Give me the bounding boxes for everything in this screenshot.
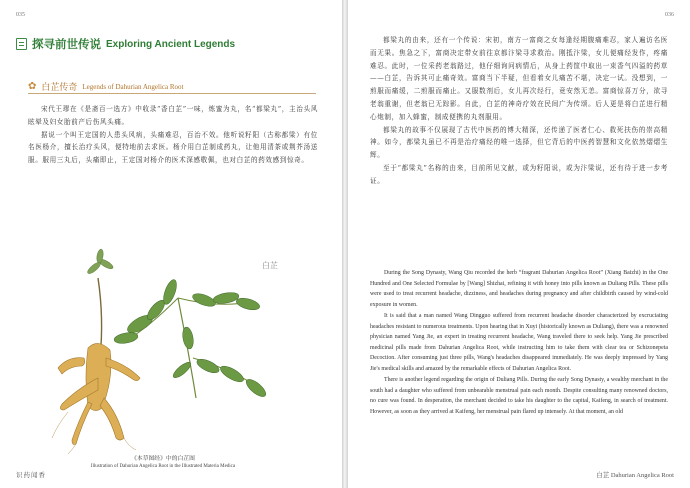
- section-heading: [28, 80, 184, 93]
- angelica-root-illustration: [28, 238, 298, 456]
- figure-caption-cn: 《本草图经》中的白芷图: [131, 456, 195, 462]
- left-page: [0, 0, 342, 488]
- figure-caption-en: Illustration of Dahurian Angelica Root in the Illustrated Materia Medica: [90, 464, 236, 469]
- section-divider: [28, 93, 316, 94]
- right-paragraph-cn: 都梁丸的由来，还有一个传说：宋初，南方一富商之女每逢经期腹痛难忍，家人遍访名医而无果。焦急之下，富商决定带女前往京都汴梁寻求救治。刚抵汴梁，女儿便痛经发作，疼痛难忍。此时，一位采药老翁路过，他仔细询问病情后，从身上药筐中取出一束香气四溢的药草——白芷，告诉其可止痛奇效。富商当下半疑，但看着女儿痛苦不堪，决定一试。没想到，一煎服而痛缓，二煎服而痛止。又服数剂后，女儿再次经行，竟安然无恙。富商惊喜万分，欲寻老翁重谢，但老翁已无踪影。自此，白芷的神奇疗效在民间广为传颂。后人更是将白芷进行精心炮制，加入蜂蜜，制成便携的丸剂服用。: [370, 36, 668, 121]
- right-paragraph-cn: 都梁丸的故事不仅展现了古代中医药的博大精深，还传递了医者仁心、救死扶伤的崇高精神。如今，都梁丸虽已不再是治疗痛经的唯一选择，但它背后的中医药智慧和文化依然熠熠生辉。: [370, 125, 668, 160]
- page-number-right: 036: [665, 12, 674, 18]
- figure-caption: [28, 453, 298, 469]
- chapter-book-icon: [16, 38, 27, 50]
- chapter-heading: [16, 36, 235, 52]
- right-paragraph-cn: 至于“都梁丸”名称的由来，目前所见文献，或为籽阳说，或为汴梁说，还有待于进一步考证。: [370, 163, 668, 185]
- footer-left: 识药闻香: [16, 471, 46, 479]
- flower-icon: ✿: [28, 80, 37, 92]
- page-number-left: 035: [16, 12, 25, 18]
- left-body-text: [28, 103, 318, 167]
- left-paragraph: 据说一个叫王定国的人患头风病，头痛难忍，百治不效。他听说籽阳（古称都梁）有位名医杨介，擅长治疗头风，便特地前去求医。杨介用白芷制成药丸，让他用清茶或荆芥汤送服。服用三丸后，头痛即止，王定国对杨介的医术深感敬佩，也对白芷的药效感到惊奇。: [28, 130, 318, 165]
- right-paragraph-en: It is said that a man named Wang Dingguo suffered from recurrent headache disorder characterized by excruciating headaches resistant to numerous treatments. Upon hearing that in Xuyi (historically known as Duliang), there was a renowned physician named Yang Jie, an expert in treating recurrent headache, Wang traveled there to seek help. Yang Jie prescribed medicinal pills made from Dahurian Angelica Root, while instructing him to take them with clear tea or Schizonepeta Decoction. After consuming just three pills, Wang's headaches disappeared immediately. He was deeply impressed by Yang Jie's medical skills and amazed by the remarkable effects of Dahurian Angelica Root.: [370, 313, 668, 372]
- left-paragraph: 宋代王璆在《是斋百一选方》中收录“香白芷”一味，炼蜜为丸，名“都梁丸”，主治头风眩晕及妇女胎前产后伤风头痛。: [28, 105, 318, 126]
- svg-text:白芷: 白芷: [262, 261, 278, 270]
- footer-right: 白芷 Dahurian Angelica Root: [596, 472, 674, 479]
- right-paragraph-en: There is another legend regarding the origin of Duliang Pills. During the early Song Dynasty, a wealthy merchant in the south had a daughter who suffered from unbearable menstrual pain each month. Despite consulting many renowned doctors, no cure was found. In desperation, the merchant decided to take his daughter to the capital, Kaifeng, in search of treatment. However, as soon as they arrived at Kaifeng, her menstrual pain flared up intensely. At that moment, an old: [370, 377, 668, 415]
- section-title-cn: 白芷传奇: [41, 83, 78, 93]
- chapter-title-cn: 探寻前世传说: [32, 37, 101, 51]
- chapter-title-en: Exploring Ancient Legends: [106, 38, 236, 50]
- section-title-en: Legends of Dahurian Angelica Root: [82, 82, 184, 91]
- right-paragraph-en: During the Song Dynasty, Wang Qiu recorded the herb “fragrant Dahurian Angelica Root” (Xiang Baizhi) in the One Hundred and One Selected Formulae by [Wang] Shizhai, refining it with honey into pills known as Duliang Pills. These pills were used to treat recurrent headache, dizziness, and headaches during pregnancy and after childbirth caused by wind-cold exposure in women.: [370, 270, 668, 308]
- right-page: [348, 0, 690, 488]
- right-body-text-cn: [370, 34, 668, 188]
- right-body-text-en: [370, 268, 668, 417]
